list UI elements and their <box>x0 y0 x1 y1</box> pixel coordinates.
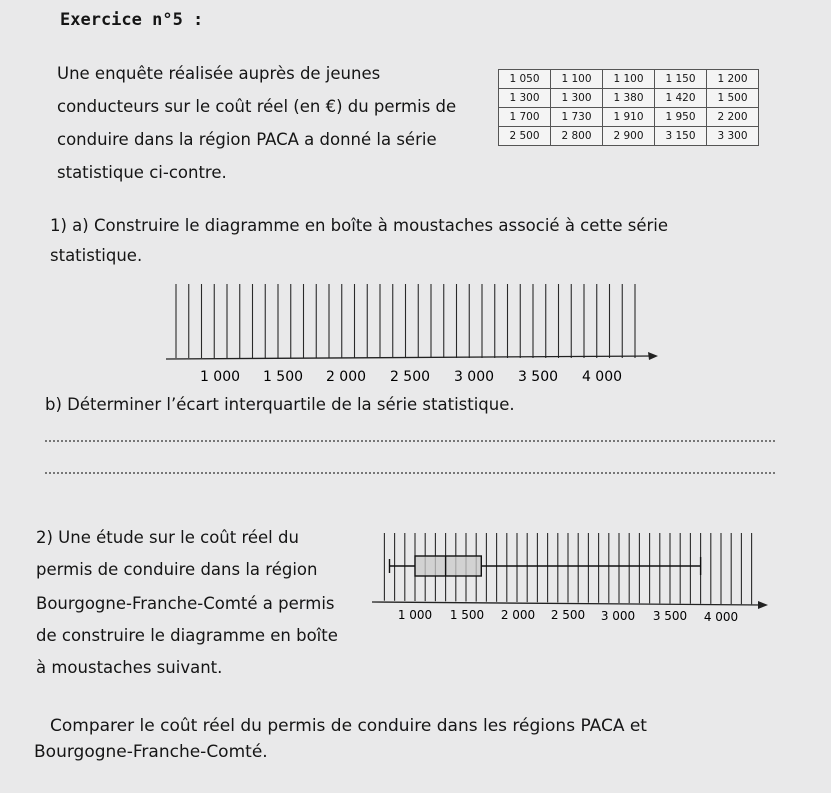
table-cell: 1 200 <box>707 70 759 89</box>
table-cell: 1 380 <box>603 89 655 108</box>
question-2-line-5: à moustaches suivant. <box>36 658 223 677</box>
table-cell: 1 700 <box>499 108 551 127</box>
axis-1-tick-label: 2 500 <box>389 369 431 385</box>
question-2-line-4: de construire le diagramme en boîte <box>36 626 338 645</box>
axis-2-tick-label: 1 000 <box>397 608 433 622</box>
conclusion-line-2: Bourgogne-Franche-Comté. <box>34 742 268 762</box>
conclusion-line-1: Comparer le coût réel du permis de conduire dans les régions PACA et <box>50 716 647 736</box>
table-cell: 2 500 <box>499 127 551 146</box>
box-q1-q3 <box>415 556 481 576</box>
table-cell: 1 050 <box>499 70 551 89</box>
table-cell: 1 100 <box>551 70 603 89</box>
axis-2-tick-label: 2 000 <box>500 608 536 622</box>
table-cell: 1 950 <box>655 108 707 127</box>
axis-1-tick-label: 2 000 <box>325 369 367 385</box>
intro-line-3: conduire dans la région PACA a donné la série <box>57 130 437 149</box>
table-cell: 2 200 <box>707 108 759 127</box>
axis-2-tick-label: 3 500 <box>652 609 688 623</box>
axis-2-line <box>372 602 762 605</box>
intro-line-1: Une enquête réalisée auprès de jeunes <box>57 64 381 83</box>
question-2-line-3: Bourgogne-Franche-Comté a permis <box>36 594 335 613</box>
intro-line-2: conducteurs sur le coût réel (en €) du permis de <box>57 97 457 116</box>
table-cell: 1 730 <box>551 108 603 127</box>
axis-1-tick-label: 3 000 <box>453 369 495 385</box>
table-cell: 3 300 <box>707 127 759 146</box>
axis-1-tick-label: 3 500 <box>517 369 559 385</box>
question-1a-line-2: statistique. <box>50 246 143 265</box>
axis-2-arrow <box>758 601 768 609</box>
axis-1-tick-label: 4 000 <box>581 369 623 385</box>
axis-1-tick-label: 1 500 <box>262 369 304 385</box>
table-cell: 1 500 <box>707 89 759 108</box>
table-cell: 1 150 <box>655 70 707 89</box>
question-1b: b) Déterminer l’écart interquartile de la série statistique. <box>45 395 515 414</box>
axis-2-tick-label: 1 500 <box>449 608 485 622</box>
table-cell: 1 300 <box>499 89 551 108</box>
axis-1-tick-label: 1 000 <box>199 369 241 385</box>
exercise-title: Exercice n°5 : <box>60 10 204 30</box>
question-1a-line-1: 1) a) Construire le diagramme en boîte à moustaches associé à cette série <box>50 216 669 235</box>
table-cell: 1 910 <box>603 108 655 127</box>
table-cell: 1 100 <box>603 70 655 89</box>
table-cell: 1 300 <box>551 89 603 108</box>
question-2-line-1: 2) Une étude sur le coût réel du <box>36 528 299 547</box>
question-2-line-2: permis de conduire dans la région <box>36 560 318 579</box>
intro-line-4: statistique ci-contre. <box>57 163 227 182</box>
axis-2-tick-label: 4 000 <box>703 610 739 624</box>
table-cell: 2 900 <box>603 127 655 146</box>
table-cell: 1 420 <box>655 89 707 108</box>
table-cell: 3 150 <box>655 127 707 146</box>
table-cell: 2 800 <box>551 127 603 146</box>
axis-2-tick-label: 2 500 <box>550 608 586 622</box>
axis-2-tick-label: 3 000 <box>600 609 636 623</box>
